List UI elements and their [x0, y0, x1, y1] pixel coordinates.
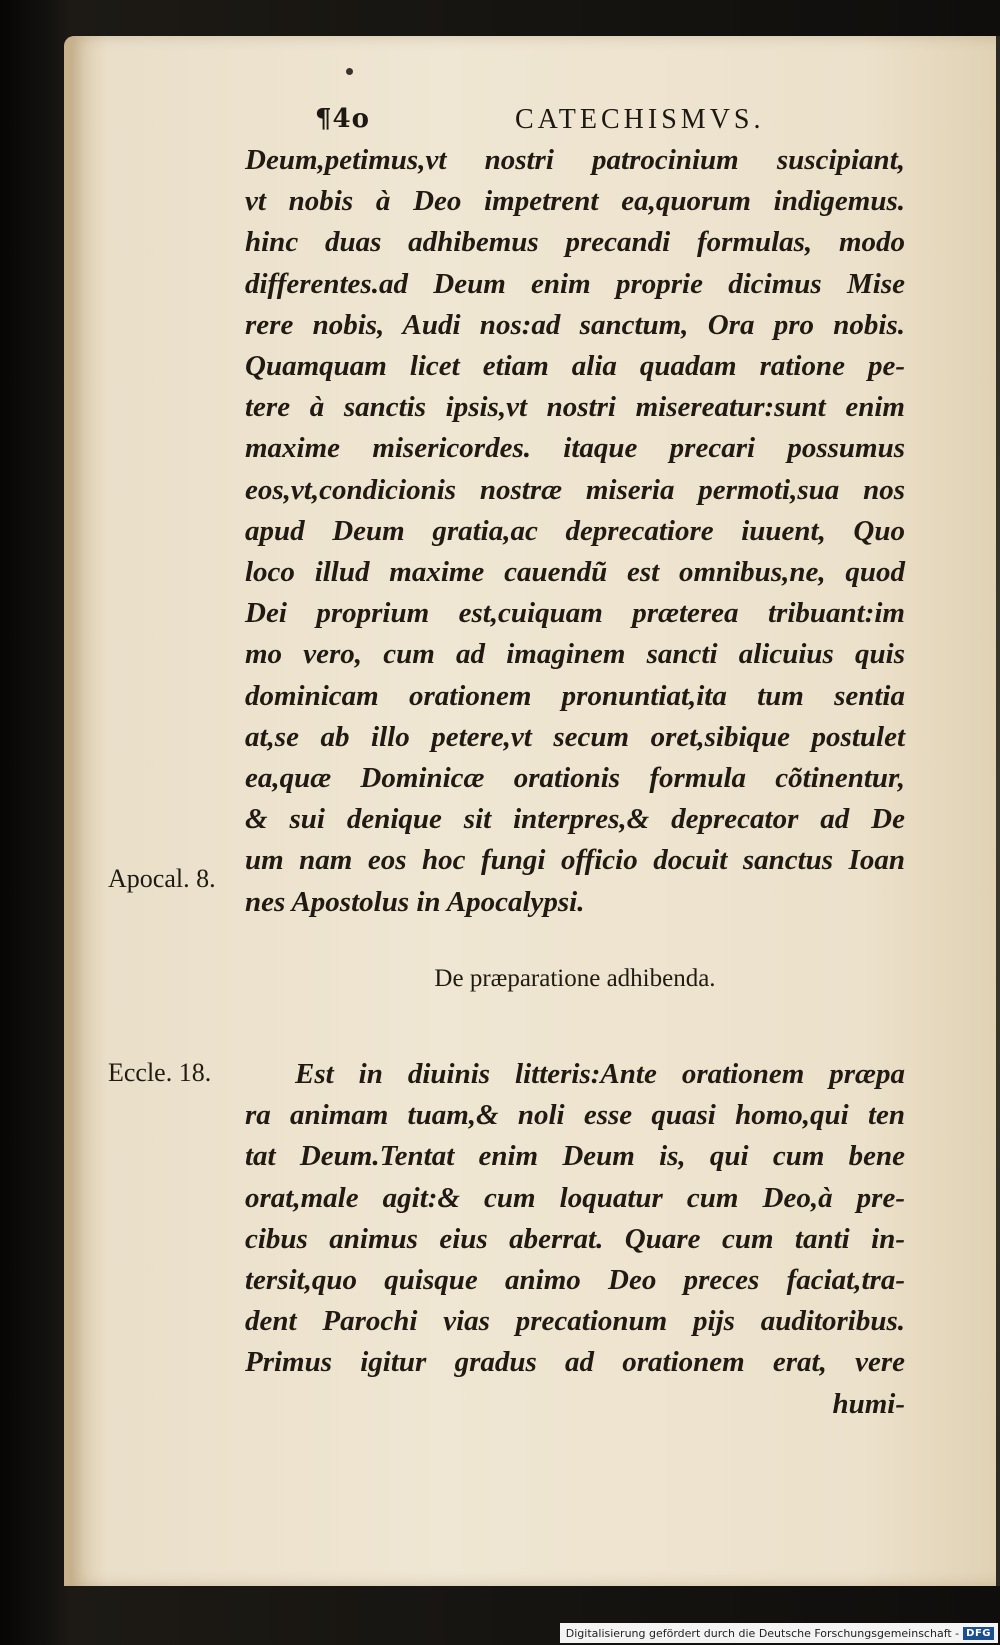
text-line: hinc duas adhibemus precandi formulas, modo [245, 226, 905, 259]
text-line: Quamquam licet etiam alia quadam ratione pe- [245, 350, 905, 383]
text-line: mo vero, cum ad imaginem sancti alicuius quis [245, 638, 905, 671]
text-line: Primus igitur gradus ad orationem erat, vere [245, 1346, 905, 1379]
page-edge [996, 36, 1000, 1586]
catchword: humi- [832, 1387, 905, 1420]
text-line: Est in diuinis litteris:Ante orationem præpa [295, 1058, 905, 1090]
paragraph-1 [245, 140, 905, 923]
digitization-credit [560, 1623, 998, 1643]
text-line: orat,male agit:& cum loquatur cum Deo,à pre- [245, 1181, 905, 1214]
text-line: at,se ab illo petere,vt secum oret,sibique postulet [245, 720, 905, 753]
text-line: nes Apostolus in Apocalypsi. [245, 885, 585, 918]
running-title: CATECHISMVS. [515, 104, 765, 135]
text-line: & sui denique sit interpres,& deprecator ad De [245, 803, 905, 836]
margin-note-apocal: Apocal. 8. [108, 864, 216, 893]
paragraph-2 [245, 1054, 905, 1425]
text-line: maxime misericordes. itaque precari possumus [245, 432, 905, 465]
text-line: um nam eos hoc fungi officio docuit sanctus Ioan [245, 844, 905, 877]
margin-note-eccle: Eccle. 18. [108, 1058, 212, 1087]
text-line: dominicam orationem pronuntiat,ita tum sentia [245, 679, 905, 712]
section-heading: De præparatione adhibenda. [434, 965, 716, 992]
credit-text: Digitalisierung gefördert durch die Deutsche Forschungsgemeinschaft - [565, 1626, 960, 1640]
text-line: ea,quæ Dominicæ orationis formula cõtinentur, [245, 762, 905, 795]
text-line: tere à sanctis ipsis,vt nostri misereatur:sunt enim [245, 391, 905, 424]
text-line: cibus animus eius aberrat. Quare cum tanti in- [245, 1222, 905, 1255]
text-line: Deum,petimus,vt nostri patrocinium suscipiant, [245, 144, 905, 176]
ink-spot [346, 68, 353, 75]
text-line: Dei proprium est,cuiquam præterea tribuant:im [245, 597, 905, 630]
text-line: tersit,quo quisque animo Deo preces faciat,tra- [245, 1264, 905, 1297]
text-line: apud Deum gratia,ac deprecatiore iuuent, Quo [245, 514, 905, 547]
text-line: tat Deum.Tentat enim Deum is, qui cum bene [245, 1140, 905, 1173]
text-line: rere nobis, Audi nos:ad sanctum, Ora pro nobis. [245, 308, 905, 341]
page-header [315, 104, 895, 144]
text-line: ra animam tuam,& noli esse quasi homo,qui ten [245, 1099, 905, 1132]
text-line: differentes.ad Deum enim proprie dicimus Mise [245, 267, 905, 300]
folio-number: ¶4o [315, 104, 370, 134]
dfg-logo: DFG [963, 1627, 994, 1640]
text-line: loco illud maxime cauendũ est omnibus,ne, quod [245, 556, 905, 589]
text-line: eos,vt,condicionis nostræ miseria permoti,sua nos [245, 473, 905, 506]
text-line: dent Parochi vias precationum pijs auditoribus. [245, 1305, 905, 1338]
text-line: vt nobis à Deo impetrent ea,quorum indigemus. [245, 185, 905, 218]
